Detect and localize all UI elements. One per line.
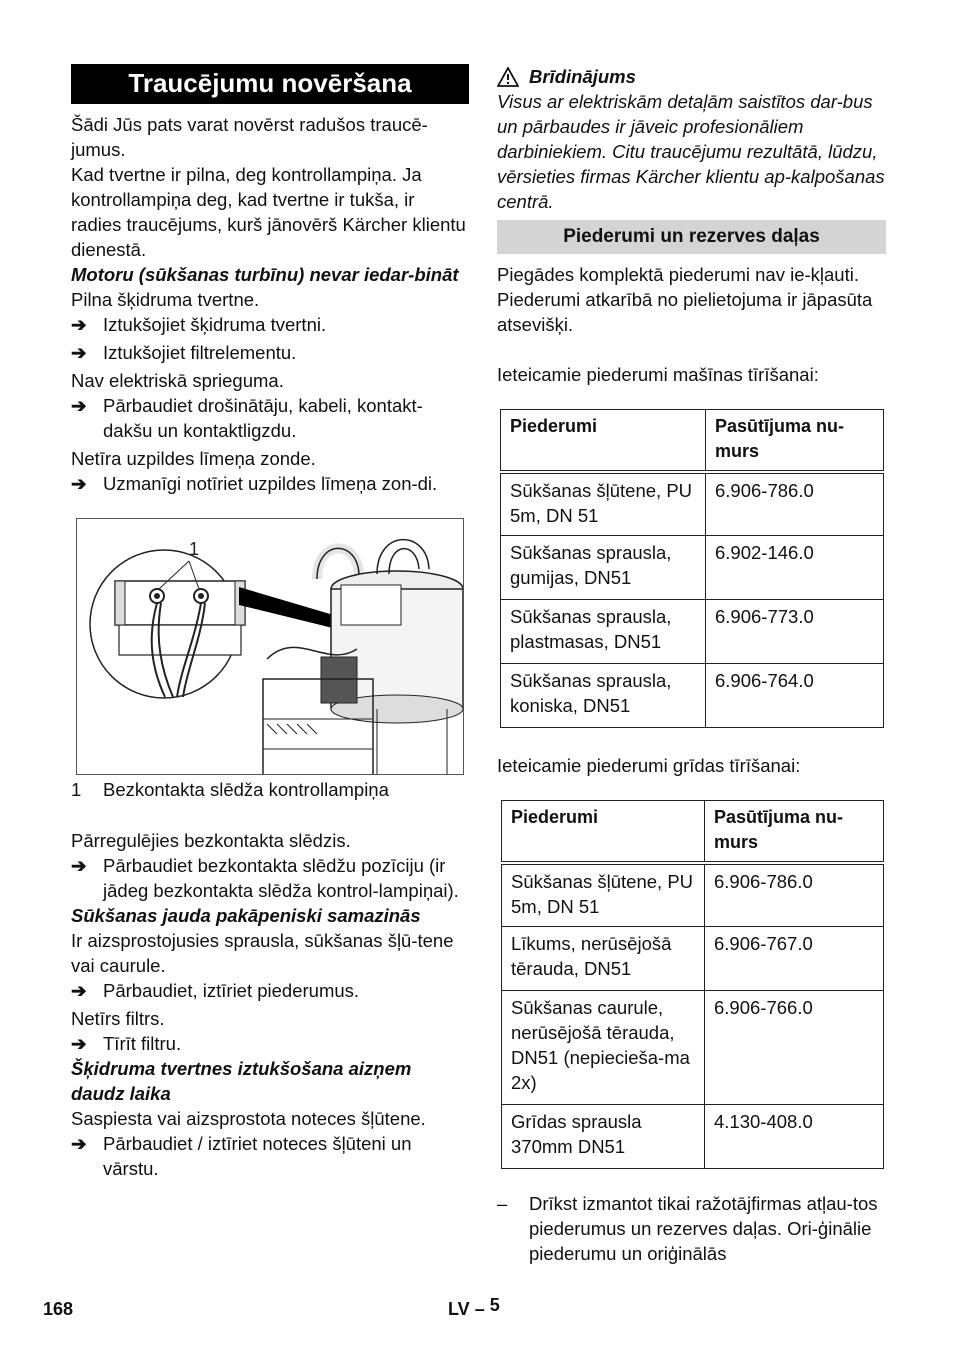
- table-cell: Sūkšanas šļūtene, PU 5m, DN 51: [502, 863, 705, 927]
- action-item: [71, 312, 469, 337]
- accessories-intro: Piegādes komplektā piederumi nav ie-kļauti. Piederumi atkarībā no pielietojuma ir jāpasūta atsevišķi.: [497, 264, 873, 335]
- action-text: Iztukšojiet filtrelementu.: [103, 342, 297, 363]
- table-header-row: [501, 410, 884, 472]
- cause-drain-hose: Saspiesta vai aizsprostota noteces šļūtene.: [71, 1108, 426, 1129]
- action-item: [71, 853, 469, 903]
- arrow-icon: ➔: [71, 314, 87, 335]
- arrow-icon: ➔: [71, 1133, 87, 1154]
- action-item: [71, 1031, 469, 1056]
- problem-heading-suction: Sūkšanas jauda pakāpeniski samazinās: [71, 905, 421, 926]
- right-column: [497, 64, 886, 1266]
- table-row: [501, 472, 884, 536]
- action-text: Pārbaudiet, iztīriet piederumus.: [103, 980, 360, 1001]
- table-cell: 6.906-773.0: [706, 600, 884, 664]
- arrow-icon: ➔: [71, 980, 87, 1001]
- action-text: Pārbaudiet drošinātāju, kabeli, kontakt-dakšu un kontaktligzdu.: [103, 395, 423, 441]
- action-text: Tīrīt filtru.: [103, 1033, 182, 1054]
- table-row: [501, 536, 884, 600]
- table-cell: Līkums, nerūsējošā tērauda, DN51: [502, 927, 705, 991]
- machine-illustration: [76, 518, 464, 775]
- left-column: [71, 64, 469, 1181]
- action-text: Uzmanīgi notīriet uzpildes līmeņa zon-di.: [103, 473, 438, 494]
- cause-dirty-probe: Netīra uzpildes līmeņa zonde.: [71, 448, 316, 469]
- table-row: [501, 600, 884, 664]
- figure-label-1: 1: [189, 539, 200, 559]
- table-cell: 6.906-764.0: [706, 664, 884, 728]
- column-header-order-number: Pasūtījuma nu-murs: [705, 801, 884, 863]
- machine-accessories-table: [500, 409, 884, 728]
- cause-switch-misaligned: Pārregulējies bezkontakta slēdzis.: [71, 830, 351, 851]
- vacuum-machine-drawing: [77, 519, 464, 775]
- note-dash: –: [497, 1193, 508, 1214]
- arrow-icon: ➔: [71, 855, 87, 876]
- cause-clogged: Ir aizsprostojusies sprausla, sūkšanas šļū-tene vai caurule.: [71, 930, 454, 976]
- footer-section-page: 5: [489, 1295, 500, 1315]
- action-item: [71, 978, 469, 1003]
- table-cell: 6.906-786.0: [706, 472, 884, 536]
- table-cell: Sūkšanas sprausla, plastmasas, DN51: [501, 600, 706, 664]
- action-item: [71, 1131, 469, 1181]
- table-cell: Grīdas sprausla 370mm DN51: [502, 1105, 705, 1169]
- intro-paragraph-2: Kad tvertne ir pilna, deg kontrollampiņa. Ja kontrollampiņa deg, kad tvertne ir tukša, ir radies traucējums, kurš jānovērš Kärcher klientu dienestā.: [71, 164, 466, 260]
- column-header-accessory: Piederumi: [501, 410, 706, 472]
- table-row: [502, 991, 884, 1105]
- column-header-order-number: Pasūtījuma nu-murs: [706, 410, 884, 472]
- column-header-accessory: Piederumi: [502, 801, 705, 863]
- problem-heading-motor: Motoru (sūkšanas turbīnu) nevar iedar-bināt: [71, 264, 459, 285]
- cause-no-voltage: Nav elektriskā sprieguma.: [71, 370, 284, 391]
- table-cell: 6.906-766.0: [705, 991, 884, 1105]
- warning-triangle-icon: [497, 67, 519, 87]
- table-cell: Sūkšanas sprausla, gumijas, DN51: [501, 536, 706, 600]
- table-row: [502, 927, 884, 991]
- note-text: Drīkst izmantot tikai ražotājfirmas atļau-tos piederumus un rezerves daļas. Ori-ģinālie piederumu un oriģinālās: [529, 1193, 878, 1264]
- table-cell: 6.906-767.0: [705, 927, 884, 991]
- action-text: Pārbaudiet bezkontakta slēdžu pozīciju (ir jādeg bezkontakta slēdža kontrol-lampiņai).: [103, 855, 459, 901]
- note-item: [497, 1191, 886, 1266]
- table-header-row: [502, 801, 884, 863]
- table-cell: Sūkšanas caurule, nerūsējošā tērauda, DN51 (nepiecieša-ma 2x): [502, 991, 705, 1105]
- table-row: [502, 863, 884, 927]
- table-row: [502, 1105, 884, 1169]
- arrow-icon: ➔: [71, 342, 87, 363]
- floor-accessories-table: [501, 800, 884, 1169]
- arrow-icon: ➔: [71, 473, 87, 494]
- problem-heading-draining: Šķidruma tvertnes iztukšošana aizņem daudz laika: [71, 1058, 412, 1104]
- table-cell: 4.130-408.0: [705, 1105, 884, 1169]
- action-text: Pārbaudiet / iztīriet noteces šļūteni un vārstu.: [103, 1133, 412, 1179]
- footer-language: LV: [448, 1299, 470, 1319]
- footer-separator: –: [474, 1299, 485, 1319]
- action-item: [71, 340, 469, 365]
- arrow-icon: ➔: [71, 395, 87, 416]
- action-item: [71, 471, 469, 496]
- table-cell: 6.906-786.0: [705, 863, 884, 927]
- section-title: Traucējumu novēršana: [71, 64, 469, 104]
- figure-caption: [71, 777, 469, 802]
- cause-dirty-filter: Netīrs filtrs.: [71, 1008, 165, 1029]
- caption-number: 1: [71, 779, 82, 800]
- warning-title: Brīdinājums: [529, 66, 636, 87]
- caption-text: Bezkontakta slēdža kontrollampiņa: [103, 779, 389, 800]
- table-row: [501, 664, 884, 728]
- warning-heading: [497, 64, 886, 89]
- table-cell: Sūkšanas sprausla, koniska, DN51: [501, 664, 706, 728]
- table2-caption: Ieteicamie piederumi grīdas tīrīšanai:: [497, 755, 801, 776]
- action-item: [71, 393, 469, 443]
- cause-full-tank: Pilna šķidruma tvertne.: [71, 289, 260, 310]
- accessories-section-title: Piederumi un rezerves daļas: [497, 220, 886, 254]
- warning-text: Visus ar elektriskām detaļām saistītos dar-bus un pārbaudes ir jāveic profesionāliem darbiniekiem. Citu traucējumu rezultātā, lūdzu, vērsieties firmas Kärcher klientu ap-kalpošanas centrā.: [497, 91, 885, 212]
- arrow-icon: ➔: [71, 1033, 87, 1054]
- table-cell: 6.902-146.0: [706, 536, 884, 600]
- intro-paragraph-1: Šādi Jūs pats varat novērst radušos traucē-jumus.: [71, 114, 428, 160]
- page-number: 168: [43, 1299, 74, 1319]
- action-text: Iztukšojiet šķidruma tvertni.: [103, 314, 327, 335]
- table1-caption: Ieteicamie piederumi mašīnas tīrīšanai:: [497, 364, 819, 385]
- table-cell: Sūkšanas šļūtene, PU 5m, DN 51: [501, 472, 706, 536]
- footer-section: [448, 1297, 500, 1322]
